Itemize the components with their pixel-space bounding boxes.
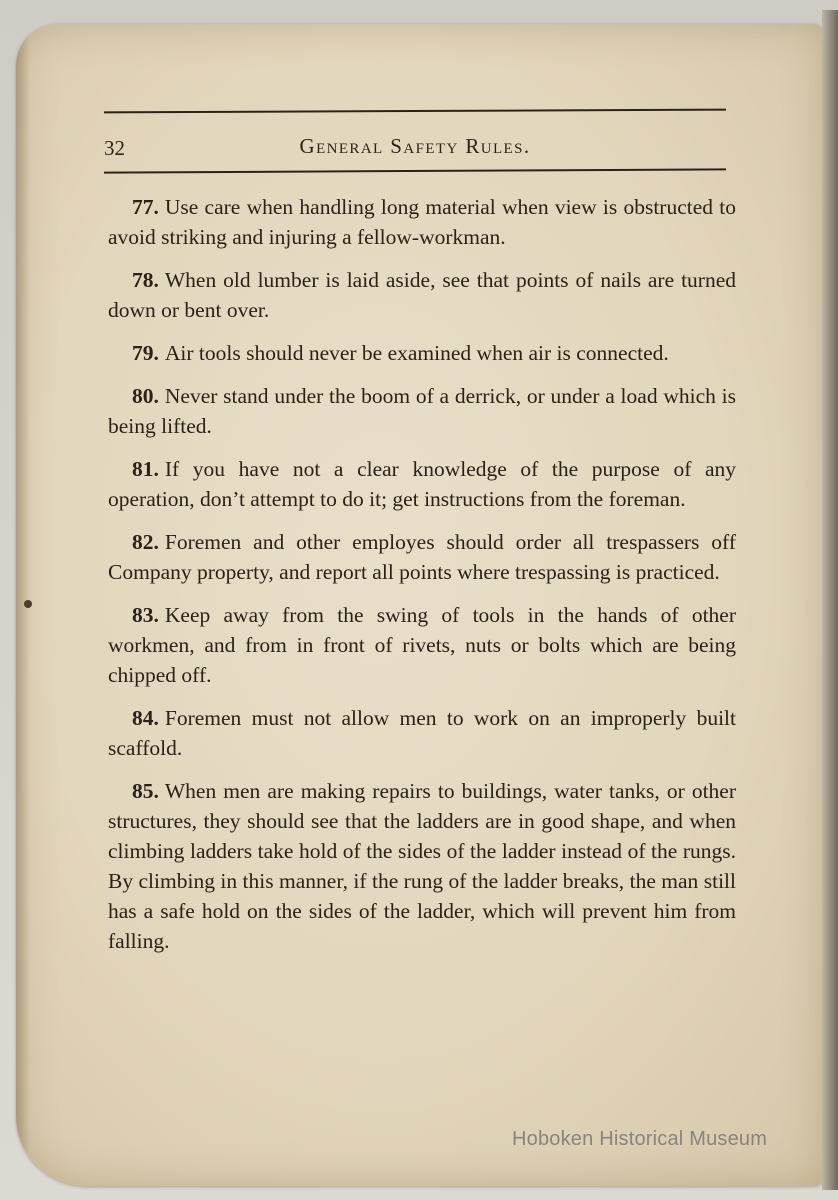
rule-text: Foremen must not allow men to work on an improperly built scaffold.: [108, 706, 736, 760]
rule-81: [108, 454, 736, 514]
rule-text: Keep away from the swing of tools in the hands of other workmen, and from in front of rivets, nuts or bolts which are being chipped off.: [108, 603, 736, 687]
page-number: 32: [104, 136, 125, 160]
rule-85: [108, 776, 736, 956]
rule-number: 78.: [132, 268, 159, 292]
running-head: [104, 110, 726, 180]
watermark: Hoboken Historical Museum: [512, 1128, 768, 1150]
rule-text: Use care when handling long material when view is obstructed to avoid striking and injuring a fellow-workman.: [108, 195, 736, 249]
rule-number: 82.: [132, 530, 159, 554]
rule-83: [108, 600, 736, 690]
rule-number: 79.: [132, 341, 159, 365]
rule-text: Foremen and other employes should order all trespassers off Company property, and report all points where trespassing is practiced.: [108, 530, 736, 584]
rule-number: 77.: [132, 195, 159, 219]
rules-list: [108, 192, 736, 969]
rule-number: 84.: [132, 706, 159, 730]
rule-text: Air tools should never be examined when air is connected.: [164, 341, 669, 365]
rule-text: If you have not a clear knowledge of the purpose of any operation, don’t attempt to do it; get instructions from the foreman.: [108, 457, 736, 511]
rule-77: [108, 192, 736, 252]
rule-79: [108, 338, 736, 368]
page-title: General Safety Rules.: [299, 134, 531, 158]
book-page: [16, 24, 824, 1186]
rule-text: When old lumber is laid aside, see that points of nails are turned down or bent over.: [108, 268, 736, 322]
rule-80: [108, 381, 736, 441]
rule-text: When men are making repairs to buildings, water tanks, or other structures, they should see that the ladders are in good shape, and when climbing ladders take hold of the sides of the ladder instead of the rungs. By climbing in this manner, if the rung of the ladder breaks, the man still has a safe hold on the sides of the ladder, which will prevent him from falling.: [108, 779, 736, 953]
rule-number: 83.: [132, 603, 159, 627]
rule-82: [108, 527, 736, 587]
rule-84: [108, 703, 736, 763]
header-top-rule: [104, 109, 726, 114]
rule-text: Never stand under the boom of a derrick, or under a load which is being lifted.: [108, 384, 736, 438]
book-spine: [822, 10, 838, 1190]
rule-78: [108, 265, 736, 325]
rule-number: 80.: [132, 384, 159, 408]
header-bottom-rule: [104, 168, 726, 173]
rule-number: 85.: [132, 779, 159, 803]
rule-number: 81.: [132, 457, 159, 481]
page-blemish: [24, 600, 32, 608]
